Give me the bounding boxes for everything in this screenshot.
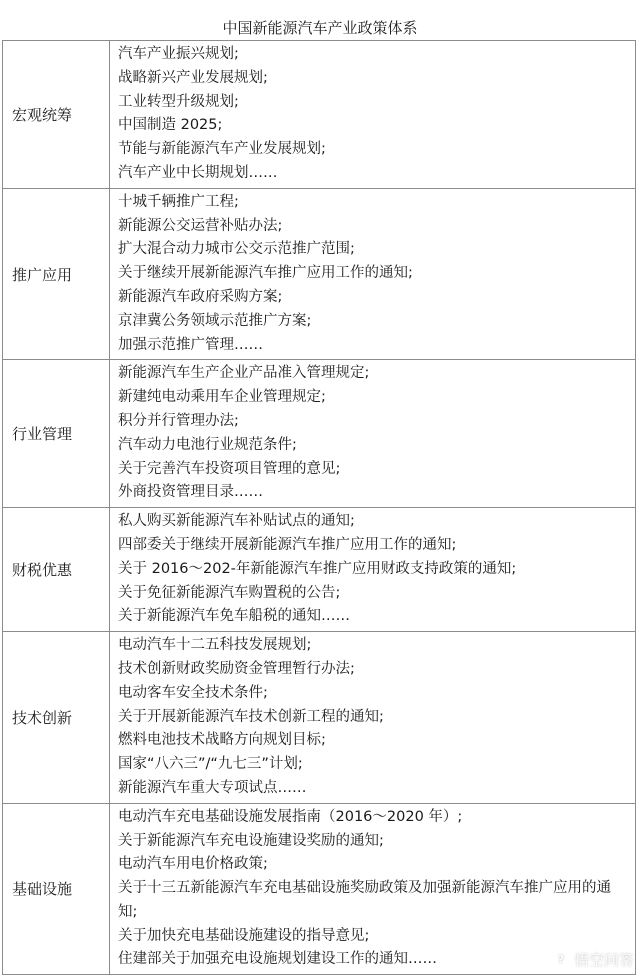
- table-row: [3, 360, 636, 508]
- items-cell: [110, 360, 636, 508]
- list-item: 关于加快充电基础设施建设的指导意见;: [118, 927, 370, 944]
- table-row: [3, 632, 636, 804]
- list-item: 加强示范推广管理……: [118, 336, 263, 353]
- list-item: 扩大混合动力城市公交示范推广范围;: [118, 241, 355, 258]
- category-cell: 财税优惠: [3, 508, 110, 632]
- table-row: [3, 508, 636, 632]
- table-row: [3, 803, 636, 975]
- list-item: 四部委关于继续开展新能源汽车推广应用工作的通知;: [118, 536, 457, 553]
- list-item: 汽车动力电池行业规范条件;: [118, 436, 297, 453]
- list-item: 关于继续开展新能源汽车推广应用工作的通知;: [118, 265, 413, 282]
- list-item: 节能与新能源汽车产业发展规划;: [118, 141, 326, 158]
- table-row: [3, 41, 636, 189]
- category-cell: 基础设施: [3, 803, 110, 975]
- list-item: 私人购买新能源汽车补贴试点的通知;: [118, 513, 355, 530]
- list-item: 电动汽车充电基础设施发展指南（2016～2020 年）;: [118, 808, 463, 825]
- list-item: 国家“八六三”/“九七三”计划;: [118, 756, 303, 773]
- list-item: 新能源公交运营补贴办法;: [118, 217, 283, 234]
- list-item: 积分并行管理办法;: [118, 412, 239, 429]
- category-cell: 行业管理: [3, 360, 110, 508]
- list-item: 新能源汽车重大专项试点……: [118, 779, 307, 796]
- table-title: 中国新能源汽车产业政策体系: [222, 19, 418, 37]
- list-item: 电动汽车用电价格政策;: [118, 856, 268, 873]
- items-cell: [110, 188, 636, 360]
- list-item: 关于新能源汽车充电设施建设奖励的通知;: [118, 832, 384, 849]
- chat-bubble-icon: ?: [552, 951, 570, 969]
- list-item: 中国制造 2025;: [118, 117, 223, 134]
- list-item: 电动客车安全技术条件;: [118, 684, 268, 701]
- list-item: 新能源汽车政府采购方案;: [118, 288, 283, 305]
- list-item: 新能源汽车生产企业产品准入管理规定;: [118, 365, 370, 382]
- list-item: 关于十三五新能源汽车充电基础设施奖励政策及加强新能源汽车推广应用的通知;: [118, 880, 611, 920]
- category-cell: 宏观统筹: [3, 41, 110, 189]
- list-item: 关于免征新能源汽车购置税的公告;: [118, 584, 341, 601]
- table-row: [3, 188, 636, 360]
- items-cell: [110, 632, 636, 804]
- list-item: 新建纯电动乘用车企业管理规定;: [118, 389, 326, 406]
- list-item: 战略新兴产业发展规划;: [118, 69, 268, 86]
- category-cell: 推广应用: [3, 188, 110, 360]
- list-item: 关于开展新能源汽车技术创新工程的通知;: [118, 708, 384, 725]
- items-cell: [110, 508, 636, 632]
- list-item: 住建部关于加强充电设施规划建设工作的通知……: [118, 951, 437, 968]
- items-cell: [110, 41, 636, 189]
- list-item: 关于 2016～202-年新能源汽车推广应用财政支持政策的通知;: [118, 560, 517, 577]
- watermark: [552, 949, 634, 970]
- list-item: 关于新能源汽车免车船税的通知……: [118, 608, 350, 625]
- list-item: 技术创新财政奖励资金管理暂行办法;: [118, 660, 355, 677]
- policy-table: [2, 40, 636, 975]
- list-item: 电动汽车十二五科技发展规划;: [118, 637, 312, 654]
- list-item: 京津冀公务领域示范推广方案;: [118, 312, 312, 329]
- watermark-text: 悟空问答: [573, 951, 634, 969]
- list-item: 汽车产业中长期规划……: [118, 164, 278, 181]
- list-item: 外商投资管理目录……: [118, 484, 263, 501]
- list-item: 关于完善汽车投资项目管理的意见;: [118, 460, 341, 477]
- list-item: 汽车产业振兴规划;: [118, 46, 239, 62]
- list-item: 燃料电池技术战略方向规划目标;: [118, 732, 326, 749]
- list-item: 十城千辆推广工程;: [118, 193, 239, 210]
- list-item: 工业转型升级规划;: [118, 93, 239, 110]
- category-cell: 技术创新: [3, 632, 110, 804]
